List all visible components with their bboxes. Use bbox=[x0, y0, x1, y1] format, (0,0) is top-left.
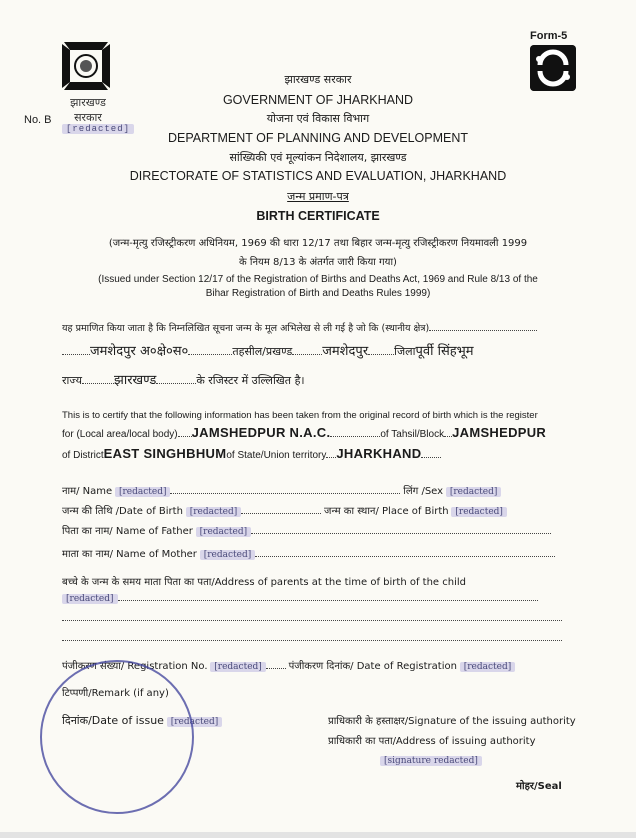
hindi-state: झारखण्ड bbox=[114, 373, 157, 388]
mother-row: माता का नाम/ Name of Mother [redacted] bbox=[62, 546, 606, 560]
form-number: Form-5 bbox=[530, 30, 568, 42]
legal-note-english-1: (Issued under Section 12/17 of the Registration of Births and Deaths Act, 1969 and Rule 8/13 of the bbox=[98, 274, 538, 285]
directorate-hindi: सांख्यिकी एवं मूल्यांकन निदेशालय, झारखण्ड bbox=[229, 151, 407, 164]
legal-note-hindi-2: के नियम 8/13 के अंतर्गत जारी किया गया) bbox=[239, 257, 397, 268]
dob-pob-row: जन्म की तिथि /Date of Birth [redacted] जन्म का स्थान/ Place of Birth [redacted] bbox=[62, 503, 606, 517]
hindi-local-area: जमशेदपुर अ०क्षे०स० bbox=[90, 344, 189, 359]
issue-date-row: दिनांक/Date of issue [redacted] bbox=[62, 713, 222, 728]
hindi-cert-location-row: जमशेदपुर अ०क्षे०स० तहसील/प्रखण्ड जमशेदपुर जिलापूर्वी सिंहभूम bbox=[62, 341, 606, 359]
signature-label: प्राधिकारी के हस्ताक्षर/Signature of the issuing authority bbox=[328, 716, 576, 727]
title-hindi: जन्म प्रमाण-पत्र bbox=[287, 190, 349, 203]
department-english: DEPARTMENT OF PLANNING AND DEVELOPMENT bbox=[167, 131, 469, 145]
address-label: बच्चे के जन्म के समय माता पिता का पता/Address of parents at the time of birth of the child bbox=[62, 577, 466, 588]
serial-number-value: [redacted] bbox=[62, 118, 134, 137]
hindi-cert-intro: यह प्रमाणित किया जाता है कि निम्नलिखित सूचना जन्म के मूल अभिलेख से ली गई है जो कि (स्थानीय क्षेत्र) bbox=[62, 320, 606, 334]
issue-date-value: [redacted] bbox=[167, 713, 223, 727]
english-local-area: JAMSHEDPUR N.A.C. bbox=[191, 425, 331, 440]
english-cert-location-row: for (Local area/local body) JAMSHEDPUR N.A.C. of Tahsil/Block JAMSHEDPUR bbox=[62, 425, 547, 440]
hindi-tehsil: जमशेदपुर bbox=[322, 344, 369, 359]
address-line-3 bbox=[62, 630, 606, 644]
directorate-english: DIRECTORATE OF STATISTICS AND EVALUATION, JHARKHAND bbox=[129, 169, 507, 183]
authority-address-label: प्राधिकारी का पता/Address of issuing authority bbox=[328, 736, 536, 747]
english-cert-intro: This is to certify that the following information has been taken from the original record of birth which is the register bbox=[62, 410, 538, 421]
registration-date-value: [redacted] bbox=[460, 658, 516, 672]
father-name-value: [redacted] bbox=[196, 523, 252, 537]
registration-number-value: [redacted] bbox=[210, 658, 266, 672]
serial-number-label: No. B bbox=[24, 114, 52, 126]
government-english: GOVERNMENT OF JHARKHAND bbox=[222, 93, 414, 107]
hindi-cert-state-row: राज्य झारखण्ड के रजिस्टर में उल्लिखित है। bbox=[62, 373, 305, 388]
authority-signature: [signature redacted] bbox=[380, 752, 482, 766]
address-row bbox=[62, 590, 606, 604]
title-english: BIRTH CERTIFICATE bbox=[256, 209, 380, 223]
remark-label: टिप्पणी/Remark (if any) bbox=[62, 688, 169, 699]
sex-value: [redacted] bbox=[446, 483, 502, 497]
hindi-district: पूर्वी सिंहभूम bbox=[415, 344, 474, 359]
seal-label: मोहर/Seal bbox=[516, 781, 562, 792]
place-of-birth-value: [redacted] bbox=[451, 503, 507, 517]
english-district: EAST SINGHBHUM bbox=[103, 446, 227, 461]
legal-note-english-2: Bihar Registration of Birth and Deaths Rules 1999) bbox=[205, 288, 431, 299]
emblem-caption: झारखण्ड सरकार bbox=[70, 96, 106, 124]
mother-name-value: [redacted] bbox=[200, 546, 256, 560]
english-cert-district-row: of DistrictEAST SINGHBHUMof State/Union territory JHARKHAND bbox=[62, 446, 606, 461]
father-row: पिता का नाम/ Name of Father [redacted] bbox=[62, 523, 606, 537]
name-sex-row: नाम/ Name [redacted] लिंग /Sex [redacted] bbox=[62, 483, 606, 497]
registration-row: पंजीकरण संख्या/ Registration No. [redacted] पंजीकरण दिनांक/ Date of Registration [redacted] bbox=[62, 658, 606, 672]
government-hindi: झारखण्ड सरकार bbox=[284, 73, 352, 86]
bottom-scan-edge bbox=[0, 832, 636, 838]
legal-note-hindi-1: (जन्म-मृत्यु रजिस्ट्रीकरण अधिनियम, 1969 की धारा 12/17 तथा बिहार जन्म-मृत्यु रजिस्ट्रीकरण नियमावली 1999 bbox=[108, 238, 528, 249]
parents-address-value: [redacted] bbox=[62, 590, 118, 604]
official-seal-stamp bbox=[40, 660, 194, 814]
english-state: JHARKHAND bbox=[336, 446, 422, 461]
address-line-2 bbox=[62, 610, 606, 624]
date-of-birth-value: [redacted] bbox=[186, 503, 242, 517]
child-name-value: [redacted] bbox=[115, 483, 171, 497]
department-hindi: योजना एवं विकास विभाग bbox=[266, 112, 370, 125]
english-tehsil: JAMSHEDPUR bbox=[452, 425, 547, 440]
